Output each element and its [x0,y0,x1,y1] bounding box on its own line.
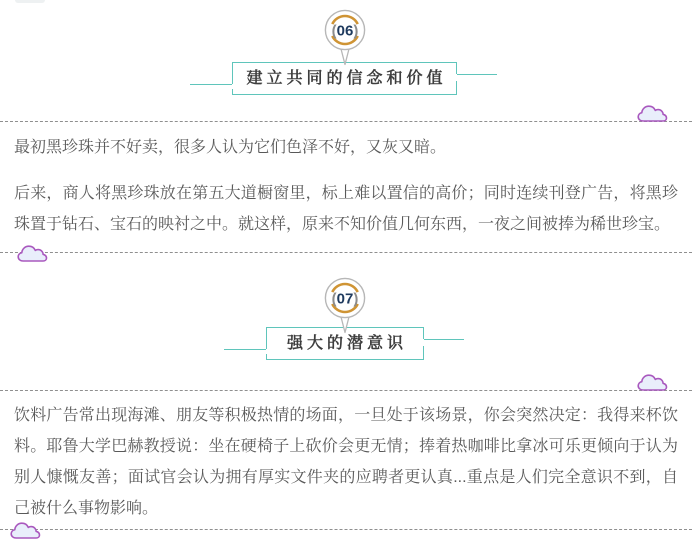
border-line [456,62,457,74]
border-line [266,327,267,349]
border-line [232,89,233,95]
cloud-icon [637,373,668,392]
section-number-06: (06) [331,22,359,40]
border-line [423,346,424,360]
section-06-pin-icon [323,9,367,67]
paragraph: 最初黑珍珠并不好卖，很多人认为它们色泽不好，又灰又暗。 [14,139,447,156]
border-extension-line [457,74,497,75]
section-06-title: 建立共同的信念和价值 [246,69,447,87]
border-line [266,359,424,360]
section-07-title: 强大的潜意识 [286,334,407,352]
dashed-divider [0,529,692,530]
dashed-divider [0,390,692,391]
cloud-icon [17,244,48,263]
border-line [232,94,457,95]
cloud-icon [10,521,41,540]
section-number-07: (07) [331,290,359,308]
border-extension-line [190,84,232,85]
dashed-divider [0,252,692,253]
cutoff-cloud-fragment [15,0,45,3]
section-07-pin-icon [323,277,367,335]
paragraph: 后来，商人将黑珍珠放在第五大道橱窗里，标上难以置信的高价；同时连续刊登广告，将黑珍珠置于钻石、宝石的映衬之中。就这样，原来不知价值几何东西，一夜之间被捧为稀世珍宝。 [14,185,678,233]
cloud-icon [637,104,668,123]
border-line [423,327,424,339]
border-extension-line [224,349,266,350]
dashed-divider [0,121,692,122]
border-extension-line [424,339,464,340]
border-line [456,81,457,95]
border-line [232,62,233,84]
border-line [266,354,267,360]
paragraph: 饮料广告常出现海滩、朋友等积极热情的场面，一旦处于该场景，你会突然决定：我得来杯饮料。耶鲁大学巴赫教授说：坐在硬椅子上砍价会更无情；捧着热咖啡比拿冰可乐更倾向于认为别人慷慨友善；面试官会认为拥有厚实文件夹的应聘者更认真...重点是人们完全意识不到，自己被什么事物影响。 [14,407,678,517]
